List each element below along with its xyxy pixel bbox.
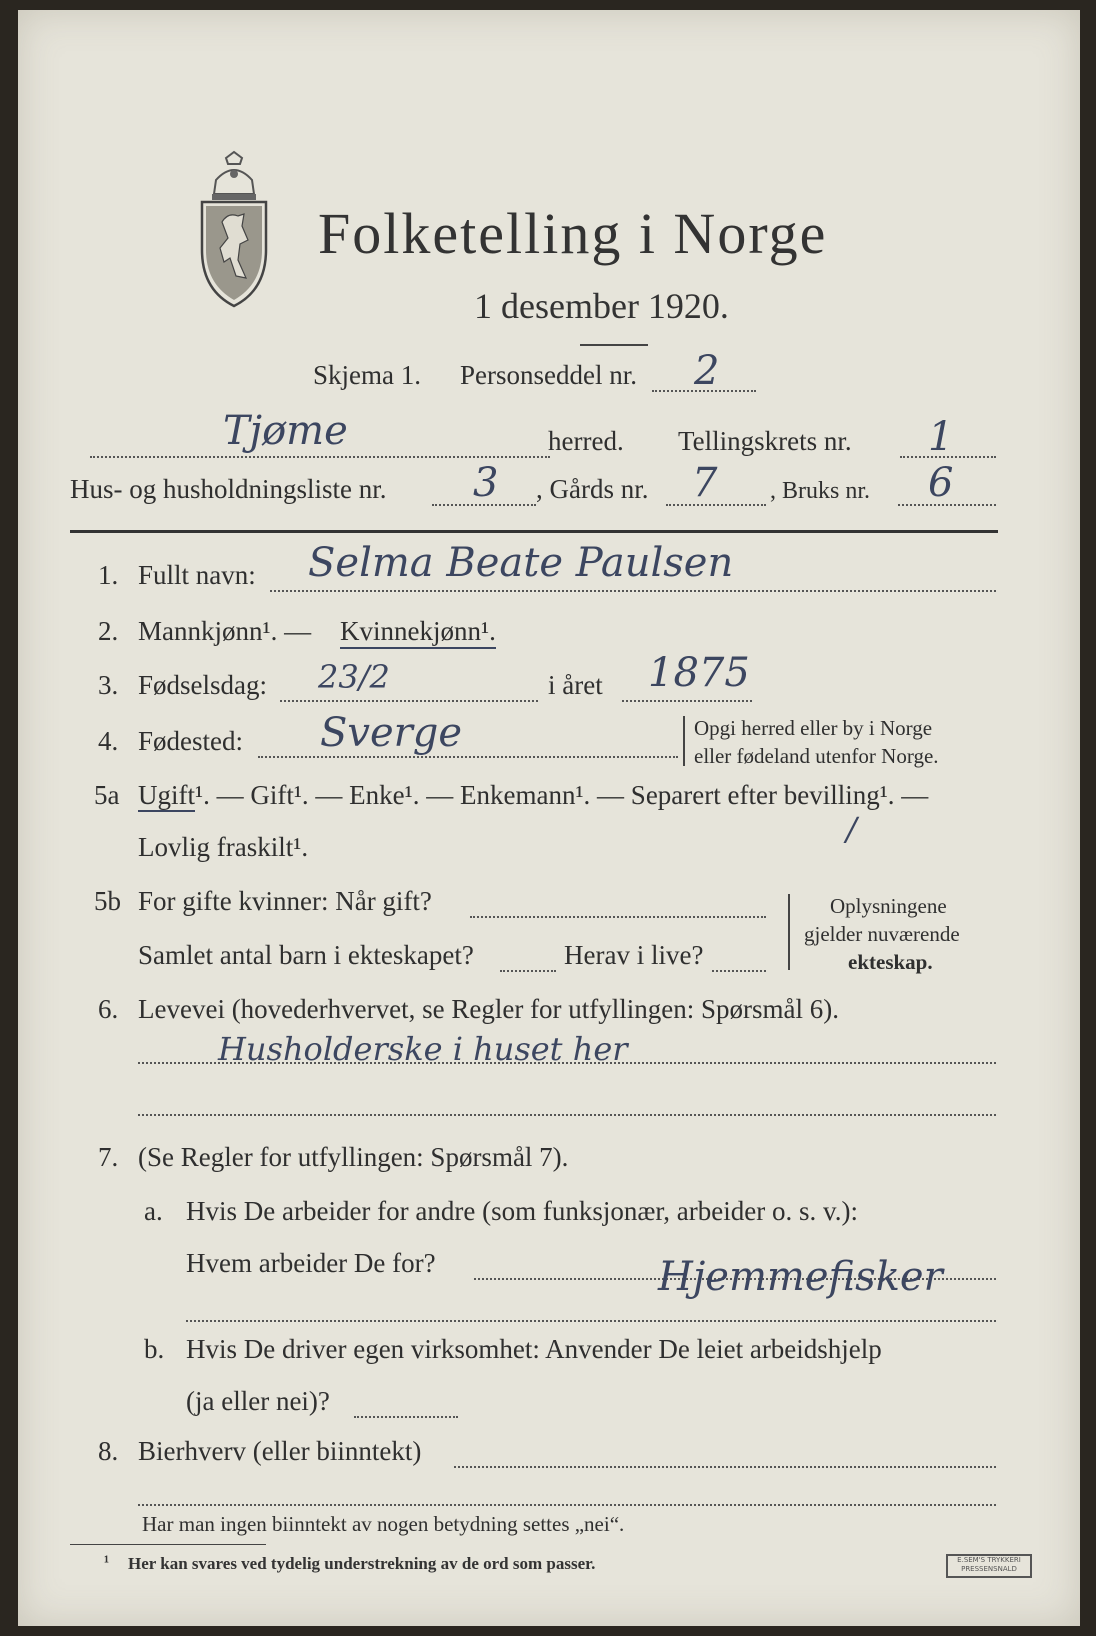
- gards-label: , Gårds nr.: [536, 474, 649, 504]
- q7-number: 7.: [98, 1142, 119, 1172]
- printer-stamp: [946, 1554, 1032, 1578]
- schema-label: Skjema 1.: [313, 360, 421, 390]
- tellingskrets-value[interactable]: 1: [928, 414, 954, 460]
- q5a-line2[interactable]: Lovlig fraskilt¹.: [138, 832, 309, 862]
- occupation-value[interactable]: Husholderske i huset her: [218, 1030, 628, 1068]
- herred-value[interactable]: Tjøme: [223, 408, 348, 454]
- q1-number: 1.: [98, 560, 119, 590]
- q5b-alive-line: [712, 970, 766, 972]
- header-rule: [70, 530, 998, 533]
- full-name-value[interactable]: Selma Beate Paulsen: [308, 540, 734, 586]
- q5b-children-line: [500, 970, 556, 972]
- q4-note-brace: [683, 716, 688, 766]
- q5b-note-brace: [788, 894, 793, 970]
- q7a-line1: Hvis De arbeider for andre (som funksjonær, arbeider o. s. v.):: [186, 1196, 858, 1226]
- q4-number: 4.: [98, 726, 119, 756]
- employer-value[interactable]: Hjemmefisker: [658, 1254, 943, 1300]
- q7b-letter: b.: [144, 1334, 165, 1364]
- q3-label: Fødselsdag:: [138, 670, 268, 700]
- form-title: Folketelling i Norge: [318, 201, 828, 266]
- q2-male-label[interactable]: Mannkjønn¹. —: [138, 616, 312, 646]
- bruks-label: , Bruks nr.: [770, 478, 871, 504]
- q8-line1: [454, 1466, 996, 1468]
- q8-line2: [138, 1504, 996, 1506]
- q5b-note-line3: ekteskap.: [848, 950, 933, 974]
- footnote-mark: ¹: [104, 1552, 110, 1571]
- q6-label: Levevei (hovederhvervet, se Regler for utfyllingen: Spørsmål 6).: [138, 994, 840, 1024]
- q4-label: Fødested:: [138, 726, 243, 756]
- hus-value[interactable]: 3: [473, 460, 499, 506]
- q5a-ugift[interactable]: Ugift: [138, 780, 195, 810]
- q7a-line2: Hvem arbeider De for?: [186, 1248, 436, 1278]
- q1-label: Fullt navn:: [138, 560, 256, 590]
- q1-line: [270, 590, 996, 592]
- q4-note-line1: Opgi herred eller by i Norge: [694, 716, 933, 740]
- q5a-mark: /: [846, 810, 857, 848]
- norwegian-coat-of-arms-icon: [194, 150, 274, 310]
- printer-stamp-line1: E.SEM'S TRYKKERI: [957, 1556, 1021, 1564]
- herred-label: herred.: [548, 426, 624, 456]
- q5a-line1: [138, 780, 928, 811]
- bruks-value[interactable]: 6: [928, 460, 954, 506]
- q5b-alive-label: Herav i live?: [564, 940, 704, 970]
- footnote-text: Her kan svares ved tydelig understrekning av de ord som passer.: [128, 1554, 596, 1573]
- q5b-line1: For gifte kvinner: Når gift?: [138, 886, 432, 916]
- q3-year-line: [622, 700, 752, 702]
- q5a-number: 5a: [94, 780, 120, 810]
- form-date: 1 desember 1920.: [474, 286, 729, 326]
- q5b-note-line1: Oplysningene: [830, 894, 947, 918]
- q6-number: 6.: [98, 994, 119, 1024]
- census-form-sheet: [18, 10, 1080, 1626]
- q7a-line-2: [186, 1320, 996, 1322]
- birthday-value[interactable]: 23/2: [318, 658, 390, 696]
- q2-female-label[interactable]: Kvinnekjønn¹.: [340, 616, 496, 649]
- tellingskrets-label: Tellingskrets nr.: [678, 426, 852, 456]
- q7b-line: [354, 1416, 458, 1418]
- q5b-children-label: Samlet antal barn i ekteskapet?: [138, 940, 474, 970]
- personseddel-label: Personseddel nr.: [460, 360, 637, 390]
- q8-label: Bierhverv (eller biinntekt): [138, 1436, 422, 1466]
- q3-year-label: i året: [548, 670, 603, 700]
- herred-line: [90, 456, 550, 458]
- hus-label: Hus- og husholdningsliste nr.: [70, 474, 387, 504]
- q3-number: 3.: [98, 670, 119, 700]
- q8-number: 8.: [98, 1436, 119, 1466]
- birth-year-value[interactable]: 1875: [648, 650, 750, 696]
- q2-number: 2.: [98, 616, 119, 646]
- printer-stamp-line2: PRESSENSNALD: [961, 1565, 1017, 1573]
- gards-value[interactable]: 7: [692, 460, 718, 506]
- q7b-line2: (ja eller nei)?: [186, 1386, 330, 1416]
- q6-line2: [138, 1114, 996, 1116]
- q7a-letter: a.: [144, 1196, 163, 1226]
- q5b-note-line2: gjelder nuværende: [804, 922, 960, 946]
- q7b-line1: Hvis De driver egen virksomhet: Anvender De leiet arbeidshjelp: [186, 1334, 882, 1364]
- q5b-married-line: [470, 916, 766, 918]
- title-divider: [580, 344, 648, 346]
- personseddel-value[interactable]: 2: [694, 348, 720, 394]
- q4-line: [258, 756, 678, 758]
- q8-note: Har man ingen biinntekt av nogen betydning settes „nei“.: [142, 1512, 625, 1536]
- birthplace-value[interactable]: Sverge: [320, 710, 463, 756]
- footnote-rule: [70, 1544, 266, 1545]
- q7-label: (Se Regler for utfyllingen: Spørsmål 7).: [138, 1142, 569, 1172]
- q3-birthday-line: [280, 700, 538, 702]
- q4-note-line2: eller fødeland utenfor Norge.: [694, 744, 939, 768]
- q5a-options[interactable]: ¹. — Gift¹. — Enke¹. — Enkemann¹. — Separert efter bevilling¹. —: [195, 780, 929, 810]
- q5b-number: 5b: [94, 886, 121, 916]
